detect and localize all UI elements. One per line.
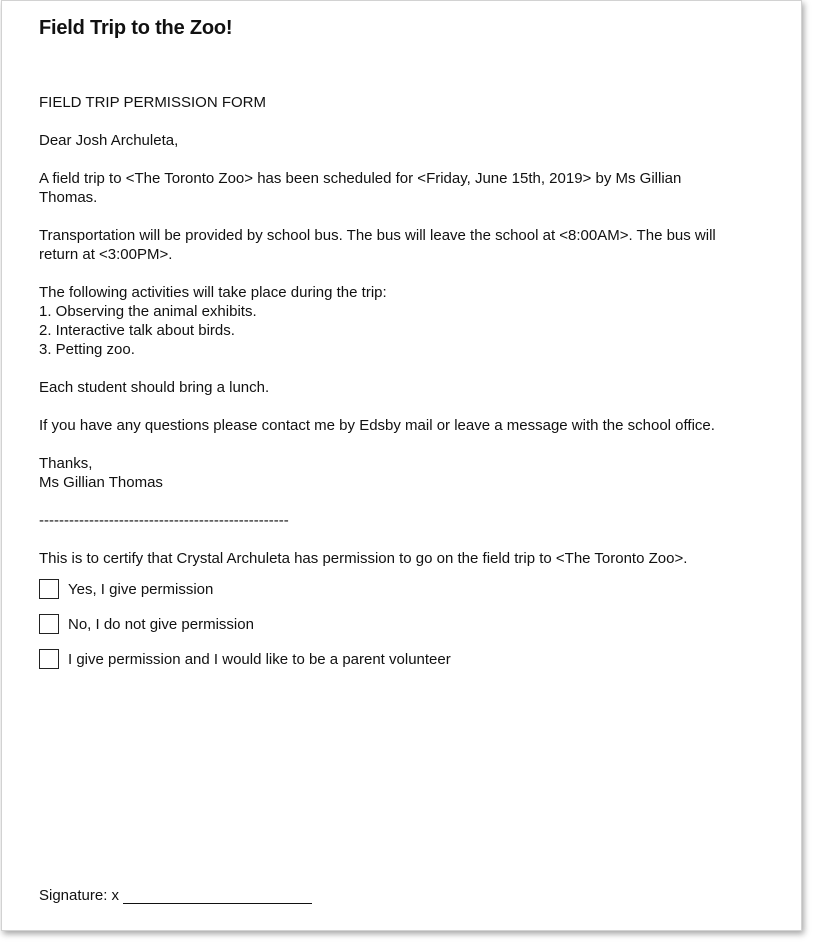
divider: --------------------------------------------------: [39, 512, 289, 529]
form-title: Field Trip to the Zoo!: [39, 17, 233, 39]
trip-paragraph: [39, 169, 779, 207]
form-heading: FIELD TRIP PERMISSION FORM: [39, 94, 266, 111]
sign-off: [39, 454, 779, 492]
transport-paragraph: [39, 226, 779, 264]
option-no-label: No, I do not give permission: [68, 615, 254, 633]
lunch-note: Each student should bring a lunch.: [39, 379, 270, 396]
form-body: [39, 93, 779, 587]
transport-line-2: return at <3:00PM>.: [39, 246, 173, 263]
checkbox-yes[interactable]: [39, 579, 59, 599]
certify-statement: This is to certify that Crystal Archuleta has permission to go on the field trip to <The Toronto Zoo>.: [39, 550, 688, 567]
option-yes-label: Yes, I give permission: [68, 580, 214, 598]
sender-name: Ms Gillian Thomas: [39, 474, 163, 491]
greeting: Dear Josh Archuleta,: [39, 132, 179, 149]
option-no[interactable]: [39, 614, 254, 634]
trip-line-2: Thomas.: [39, 189, 98, 206]
transport-line-1: Transportation will be provided by school bus. The bus will leave the school at <8:00AM>. The bus will: [39, 227, 716, 244]
closing: Thanks,: [39, 455, 93, 472]
activity-item: 2. Interactive talk about birds.: [39, 322, 235, 339]
signature-line[interactable]: [123, 889, 312, 904]
signature-field: [39, 887, 312, 904]
option-volunteer-label: I give permission and I would like to be a parent volunteer: [68, 650, 451, 668]
permission-form-page: [1, 0, 802, 931]
trip-line-1: A field trip to <The Toronto Zoo> has been scheduled for <Friday, June 15th, 2019> by Ms Gillian: [39, 170, 682, 187]
activity-item: 3. Petting zoo.: [39, 341, 135, 358]
option-volunteer[interactable]: [39, 649, 451, 669]
checkbox-no[interactable]: [39, 614, 59, 634]
questions-note: If you have any questions please contact me by Edsby mail or leave a message with the school office.: [39, 417, 715, 434]
checkbox-volunteer[interactable]: [39, 649, 59, 669]
activities-intro: The following activities will take place during the trip:: [39, 284, 387, 301]
activities-paragraph: [39, 283, 779, 359]
activity-item: 1. Observing the animal exhibits.: [39, 303, 257, 320]
signature-label: Signature: x: [39, 887, 120, 904]
option-yes[interactable]: [39, 579, 213, 599]
